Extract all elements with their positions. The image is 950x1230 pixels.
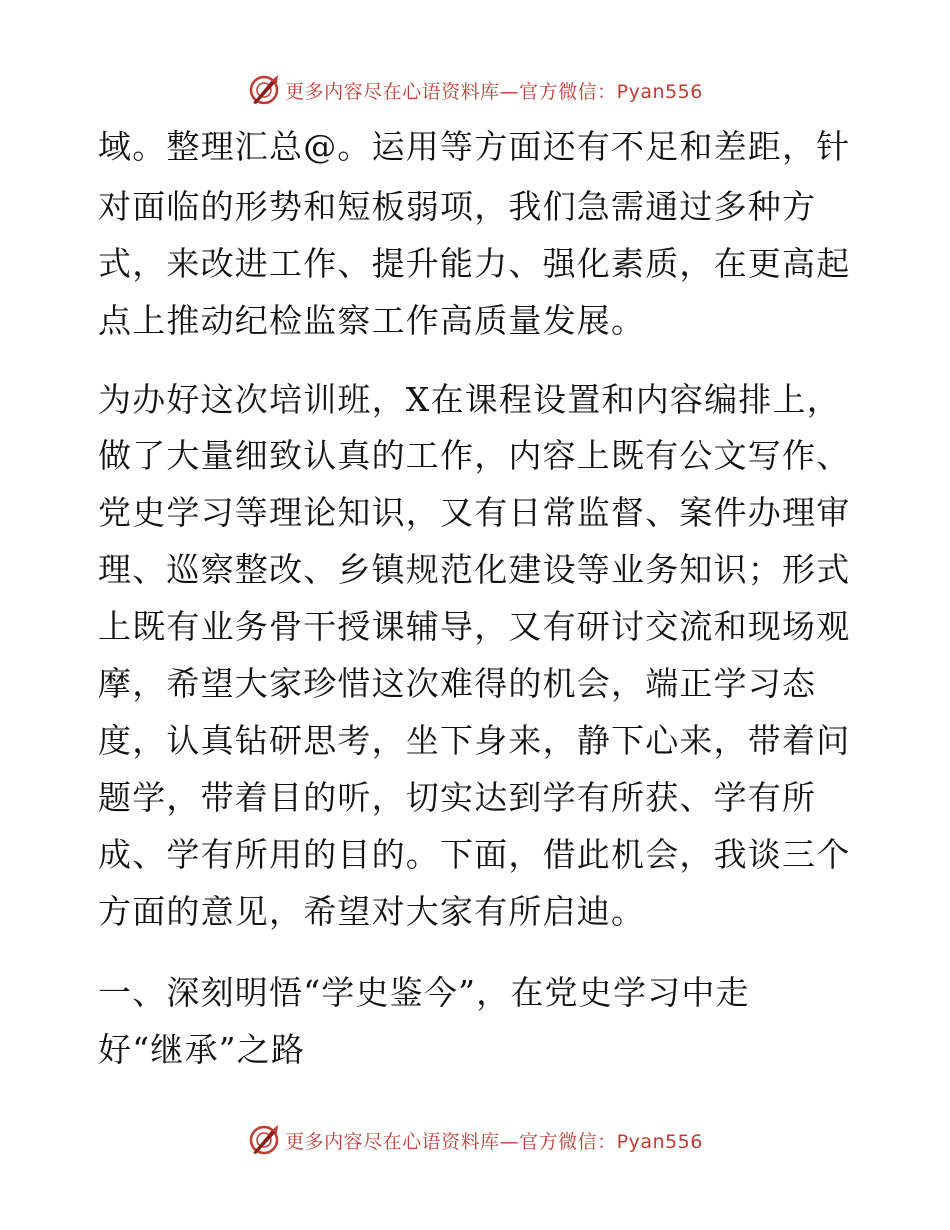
section-heading-line: 好“继承”之路 [98,1030,306,1069]
watermark-text [285,1127,703,1154]
section-heading-line: 一、深刻明悟“学史鉴今”，在党史学习中走 [98,973,750,1012]
text-line: 对面临的形势和短板弱项，我们急需通过多种方 [98,187,817,226]
text-line: 域。整理汇总@。运用等方面还有不足和差距，针 [98,127,851,166]
text-line: 理、巡察整改、乡镇规范化建设等业务知识；形式 [98,550,851,589]
watermark-separator: — [499,1130,520,1153]
text-line: 党史学习等理论知识，又有日常监督、案件办理审 [98,493,851,532]
text-line: 上既有业务骨干授课辅导，又有研讨交流和现场观 [98,607,851,646]
text-line: 题学，带着目的听，切实达到学有所获、学有所 [98,778,817,817]
text-line: 度，认真钻研思考，坐下身来，静下心来，带着问 [98,721,851,760]
header-watermark-banner [0,70,950,110]
watermark-text [285,77,703,104]
watermark-wechat: 官方微信：Pyan556 [519,1130,703,1153]
quill-pen-icon [247,73,281,107]
watermark-wechat: 官方微信：Pyan556 [519,80,703,103]
text-line: 方面的意见，希望对大家有所启迪。 [98,892,646,931]
text-line: 成、学有所用的目的。下面，借此机会，我谈三个 [98,835,851,874]
text-line: 做了大量细致认真的工作，内容上既有公文写作、 [98,436,851,475]
text-line: 为办好这次培训班，X在课程设置和内容编排上， [98,380,841,419]
text-line: 摩，希望大家珍惜这次难得的机会，端正学习态 [98,664,817,703]
text-line: 式，来改进工作、提升能力、强化素质，在更高起 [98,244,851,283]
footer-watermark-banner [0,1120,950,1160]
text-line: 点上推动纪检监察工作高质量发展。 [98,301,646,340]
quill-pen-icon [247,1123,281,1157]
watermark-brand: 更多内容尽在心语资料库 [285,80,500,103]
watermark-separator: — [499,80,520,103]
watermark-brand: 更多内容尽在心语资料库 [285,1130,500,1153]
